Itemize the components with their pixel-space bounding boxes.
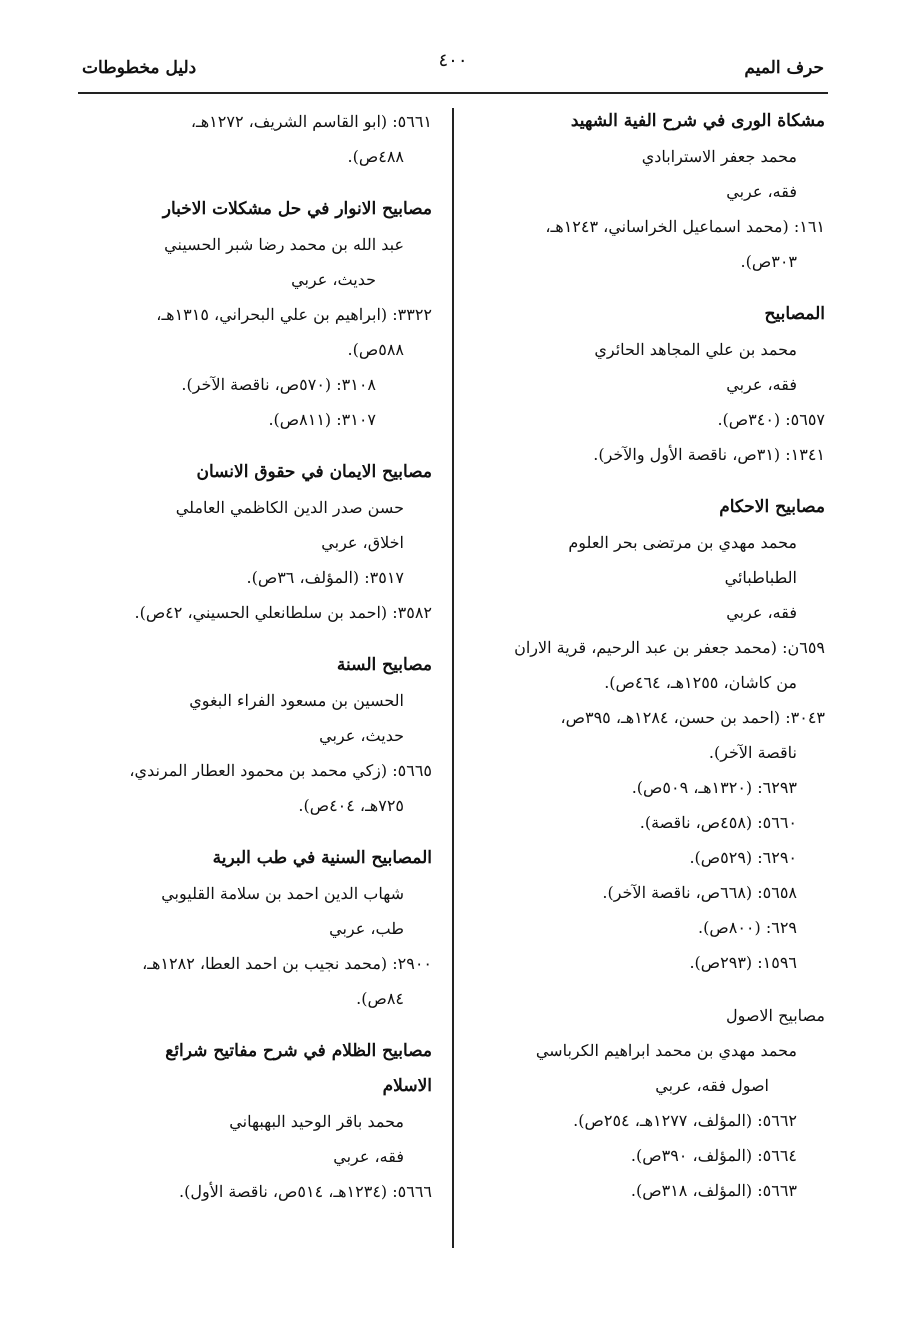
entry-subject: فقه، عربي — [726, 375, 797, 394]
copy-record-cont: ٥٨٨ص). — [347, 340, 404, 359]
copy-record: ٦٢٩٠: (٥٢٩ص). — [689, 848, 797, 867]
entry-subject: فقه، عربي — [726, 603, 797, 622]
entry-author: عبد الله بن محمد رضا شبر الحسيني — [164, 235, 404, 254]
right-column — [475, 104, 825, 1226]
entry-subject: فقه، عربي — [333, 1147, 404, 1166]
column-divider — [452, 108, 454, 1248]
copy-record: ٥٦٦٤: (المؤلف، ٣٩٠ص). — [630, 1146, 797, 1165]
entry-author: شهاب الدين احمد بن سلامة القليوبي — [161, 884, 404, 903]
entry-author: حسن صدر الدين الكاظمي العاملي — [175, 498, 404, 517]
copy-record-cont: ناقصة الآخر). — [708, 743, 797, 762]
entry-author: محمد باقر الوحيد البهبهاني — [229, 1112, 404, 1131]
copy-record: ٥٦٦٦: (١٢٣٤هـ، ٥١٤ص، ناقصة الأول). — [179, 1182, 432, 1201]
copy-record: ٥٦٥٨: (٦٦٨ص، ناقصة الآخر). — [602, 883, 797, 902]
entry-title: مشكاة الورى في شرح الفية الشهيد — [570, 111, 825, 131]
entry-title: مصابيح الانوار في حل مشكلات الاخبار — [162, 199, 432, 219]
manuscript-entry — [475, 490, 825, 980]
entry-title: مصابيح الاحكام — [719, 497, 825, 517]
copy-record: ٥٦٦٥: (زكي محمد بن محمود العطار المرندي، — [129, 761, 432, 780]
manuscript-entry — [475, 104, 825, 279]
copy-record-cont: ٧٢٥هـ، ٤٠٤ص). — [298, 796, 404, 815]
manuscript-entry — [82, 841, 432, 1016]
entry-title: مصابيح الظلام في شرح مفاتيح شرائع — [165, 1041, 432, 1061]
header-book-title: دليل مخطوطات — [82, 58, 197, 78]
manuscript-entry — [82, 192, 432, 437]
copy-record: ٥٦٦١: (ابو القاسم الشريف، ١٢٧٢هـ، — [190, 112, 432, 131]
manuscript-entry — [82, 648, 432, 823]
entry-title-cont: الاسلام — [382, 1076, 432, 1096]
entry-author-cont: الطباطبائي — [724, 568, 797, 587]
copy-record: ٣١٠٨: (٥٧٠ص، ناقصة الآخر). — [181, 375, 376, 394]
entry-author: الحسين بن مسعود الفراء البغوي — [189, 691, 404, 710]
header-section-title: حرف الميم — [744, 58, 824, 78]
copy-record: ٣٥١٧: (المؤلف، ٣٦ص). — [246, 568, 404, 587]
manuscript-entry — [82, 1034, 432, 1209]
copy-record: ٥٦٦٠: (٤٥٨ص، ناقصة). — [639, 813, 797, 832]
entry-subject: حديث، عربي — [291, 270, 376, 289]
manuscript-entry-continuation — [82, 104, 432, 174]
copy-record: ٦٥٩ن: (محمد جعفر بن عبد الرحيم، قرية الاران — [514, 638, 825, 657]
entry-subject: اصول فقه، عربي — [655, 1076, 769, 1095]
copy-record: ١٣٤١: (٣١ص، ناقصة الأول والآخر). — [593, 445, 825, 464]
copy-record: ٣٥٨٢: (احمد بن سلطانعلي الحسيني، ٤٢ص). — [134, 603, 432, 622]
copy-record-cont: من كاشان، ١٢٥٥هـ، ٤٦٤ص). — [604, 673, 797, 692]
copy-record: ٣١٠٧: (٨١١ص). — [268, 410, 376, 429]
copy-record-cont: ٣٠٣ص). — [740, 252, 797, 271]
copy-record: ٣٣٢٢: (ابراهيم بن علي البحراني، ١٣١٥هـ، — [156, 305, 432, 324]
entry-subject: حديث، عربي — [319, 726, 404, 745]
entry-title: مصابيح الاصول — [725, 1006, 825, 1025]
entry-title: المصابيح — [764, 304, 825, 324]
entry-title: مصابيح الايمان في حقوق الانسان — [196, 462, 432, 482]
copy-record: ٣٠٤٣: (احمد بن حسن، ١٢٨٤هـ، ٣٩٥ص، — [560, 708, 825, 727]
page-header — [78, 44, 828, 94]
manuscript-entry — [82, 455, 432, 630]
copy-record: ٥٦٦٣: (المؤلف، ٣١٨ص). — [630, 1181, 797, 1200]
entry-author: محمد بن علي المجاهد الحائري — [594, 340, 797, 359]
copy-record-cont: ٤٨٨ص). — [347, 147, 404, 166]
entry-author: محمد مهدي بن مرتضى بحر العلوم — [568, 533, 797, 552]
entry-author: محمد مهدي بن محمد ابراهيم الكرباسي — [535, 1041, 797, 1060]
copy-record: ٦٢٩: (٨٠٠ص). — [698, 918, 797, 937]
entry-author: محمد جعفر الاسترابادي — [641, 147, 797, 166]
page-number: ٤٠٠ — [438, 50, 468, 71]
copy-record: ٢٩٠٠: (محمد نجيب بن احمد العطا، ١٢٨٢هـ، — [142, 954, 432, 973]
entry-title: المصابيح السنية في طب البرية — [212, 848, 432, 868]
copy-record: ٥٦٦٢: (المؤلف، ١٢٧٧هـ، ٢٥٤ص). — [573, 1111, 797, 1130]
copy-record: ٥٦٥٧: (٣٤٠ص). — [717, 410, 825, 429]
copy-record: ١٦١: (محمد اسماعيل الخراساني، ١٢٤٣هـ، — [545, 217, 825, 236]
left-column — [82, 104, 432, 1227]
copy-record: ١٥٩٦: (٢٩٣ص). — [689, 953, 797, 972]
entry-title: مصابيح السنة — [336, 655, 432, 675]
entry-subject: طب، عربي — [329, 919, 404, 938]
copy-record-cont: ٨٤ص). — [356, 989, 404, 1008]
manuscript-entry — [475, 297, 825, 472]
entry-subject: اخلاق، عربي — [321, 533, 404, 552]
manuscript-entry — [475, 998, 825, 1208]
entry-subject: فقه، عربي — [726, 182, 797, 201]
copy-record: ٦٢٩٣: (١٣٢٠هـ، ٥٠٩ص). — [631, 778, 797, 797]
